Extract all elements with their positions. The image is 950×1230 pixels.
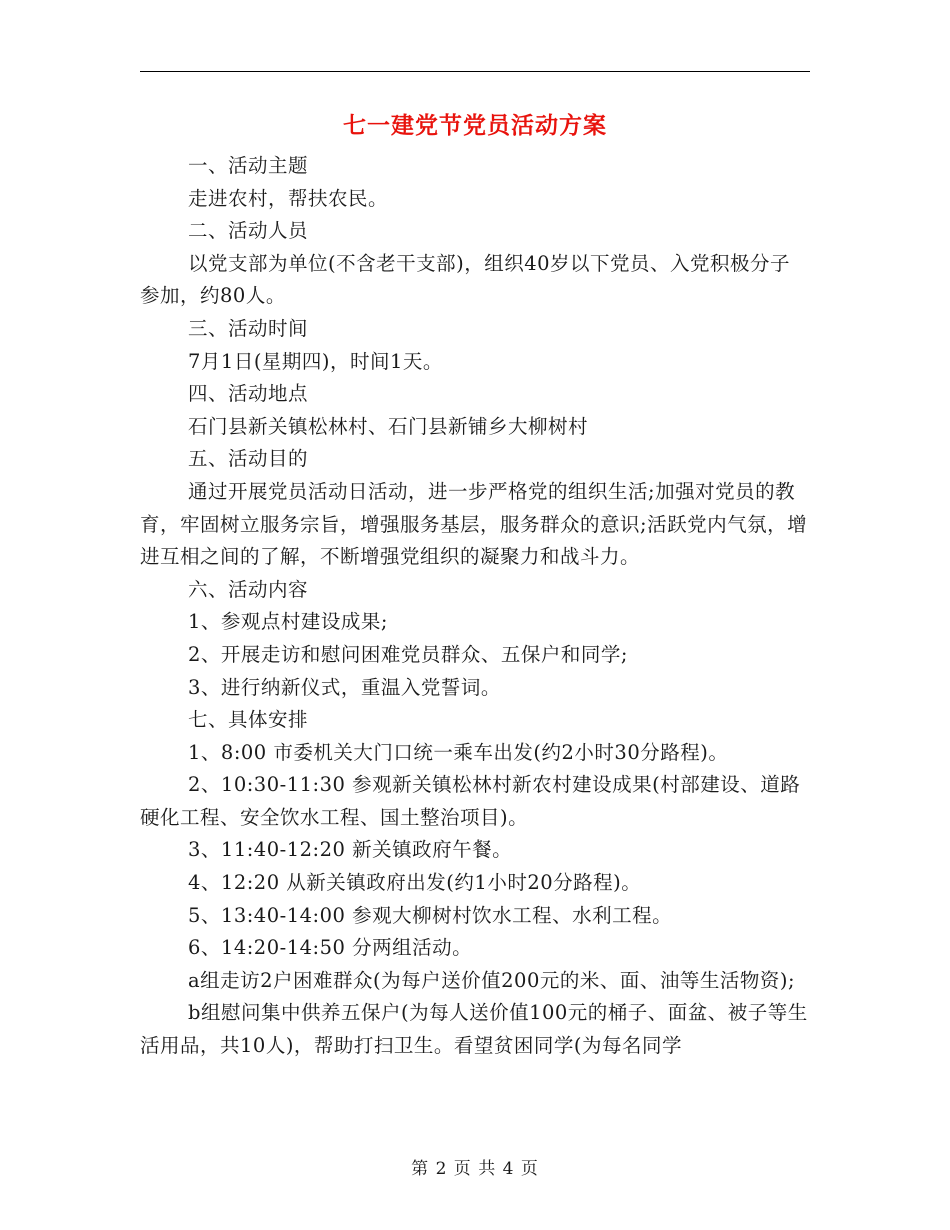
- heading-participants: 二、活动人员: [188, 219, 309, 243]
- schedule-item-3: 3、11:40-12:20 新关镇政府午餐。: [188, 838, 513, 862]
- schedule-item-5: 5、13:40-14:00 参观大柳树村饮水工程、水利工程。: [188, 903, 673, 927]
- list-item-content-1: 1、参观点村建设成果;: [188, 610, 388, 634]
- document-title: 七一建党节党员活动方案: [343, 112, 607, 139]
- heading-time: 三、活动时间: [188, 316, 309, 340]
- document-body: [140, 150, 810, 1063]
- heading-schedule: 七、具体安排: [188, 708, 309, 732]
- heading-theme: 一、活动主题: [188, 154, 309, 177]
- paragraph-time: 7月1日(星期四)，时间1天。: [188, 349, 443, 373]
- header-rule: [140, 71, 810, 72]
- list-item-content-2: 2、开展走访和慰问困难党员群众、五保户和同学;: [188, 642, 628, 666]
- page-footer: 第 2 页 共 4 页: [411, 1159, 539, 1179]
- schedule-item-2: 2、10:30-11:30 参观新关镇松林村新农村建设成果(村部建设、道路硬化工程、安全饮水工程、国土整治项目)。: [140, 773, 801, 829]
- schedule-item-1: 1、8:00 市委机关大门口统一乘车出发(约2小时30分路程)。: [188, 740, 729, 764]
- paragraph-participants: 以党支部为单位(不含老干支部)，组织40岁以下党员、入党积极分子参加，约80人。: [140, 251, 791, 308]
- group-b-paragraph: b组慰问集中供养五保户(为每人送价值100元的桶子、面盆、被子等生活用品，共10人)，帮助打扫卫生。看望贫困同学(为每名同学: [140, 1001, 808, 1058]
- list-item-content-3: 3、进行纳新仪式，重温入党誓词。: [188, 675, 501, 699]
- schedule-item-4: 4、12:20 从新关镇政府出发(约1小时20分路程)。: [188, 871, 642, 895]
- group-a-paragraph: a组走访2户困难群众(为每户送价值200元的米、面、油等生活物资);: [188, 968, 796, 992]
- heading-location: 四、活动地点: [188, 382, 309, 406]
- heading-purpose: 五、活动目的: [188, 447, 309, 471]
- paragraph-theme: 走进农村，帮扶农民。: [188, 186, 389, 210]
- heading-content: 六、活动内容: [188, 577, 309, 601]
- schedule-item-6: 6、14:20-14:50 分两组活动。: [188, 936, 473, 960]
- paragraph-purpose: 通过开展党员活动日活动，进一步严格党的组织生活;加强对党员的教育，牢固树立服务宗旨，增强服务基层，服务群众的意识;活跃党内气氛，增进互相之间的了解，不断增强党组织的凝聚力和战斗力。: [140, 479, 808, 569]
- paragraph-location: 石门县新关镇松林村、石门县新铺乡大柳树村: [188, 414, 589, 438]
